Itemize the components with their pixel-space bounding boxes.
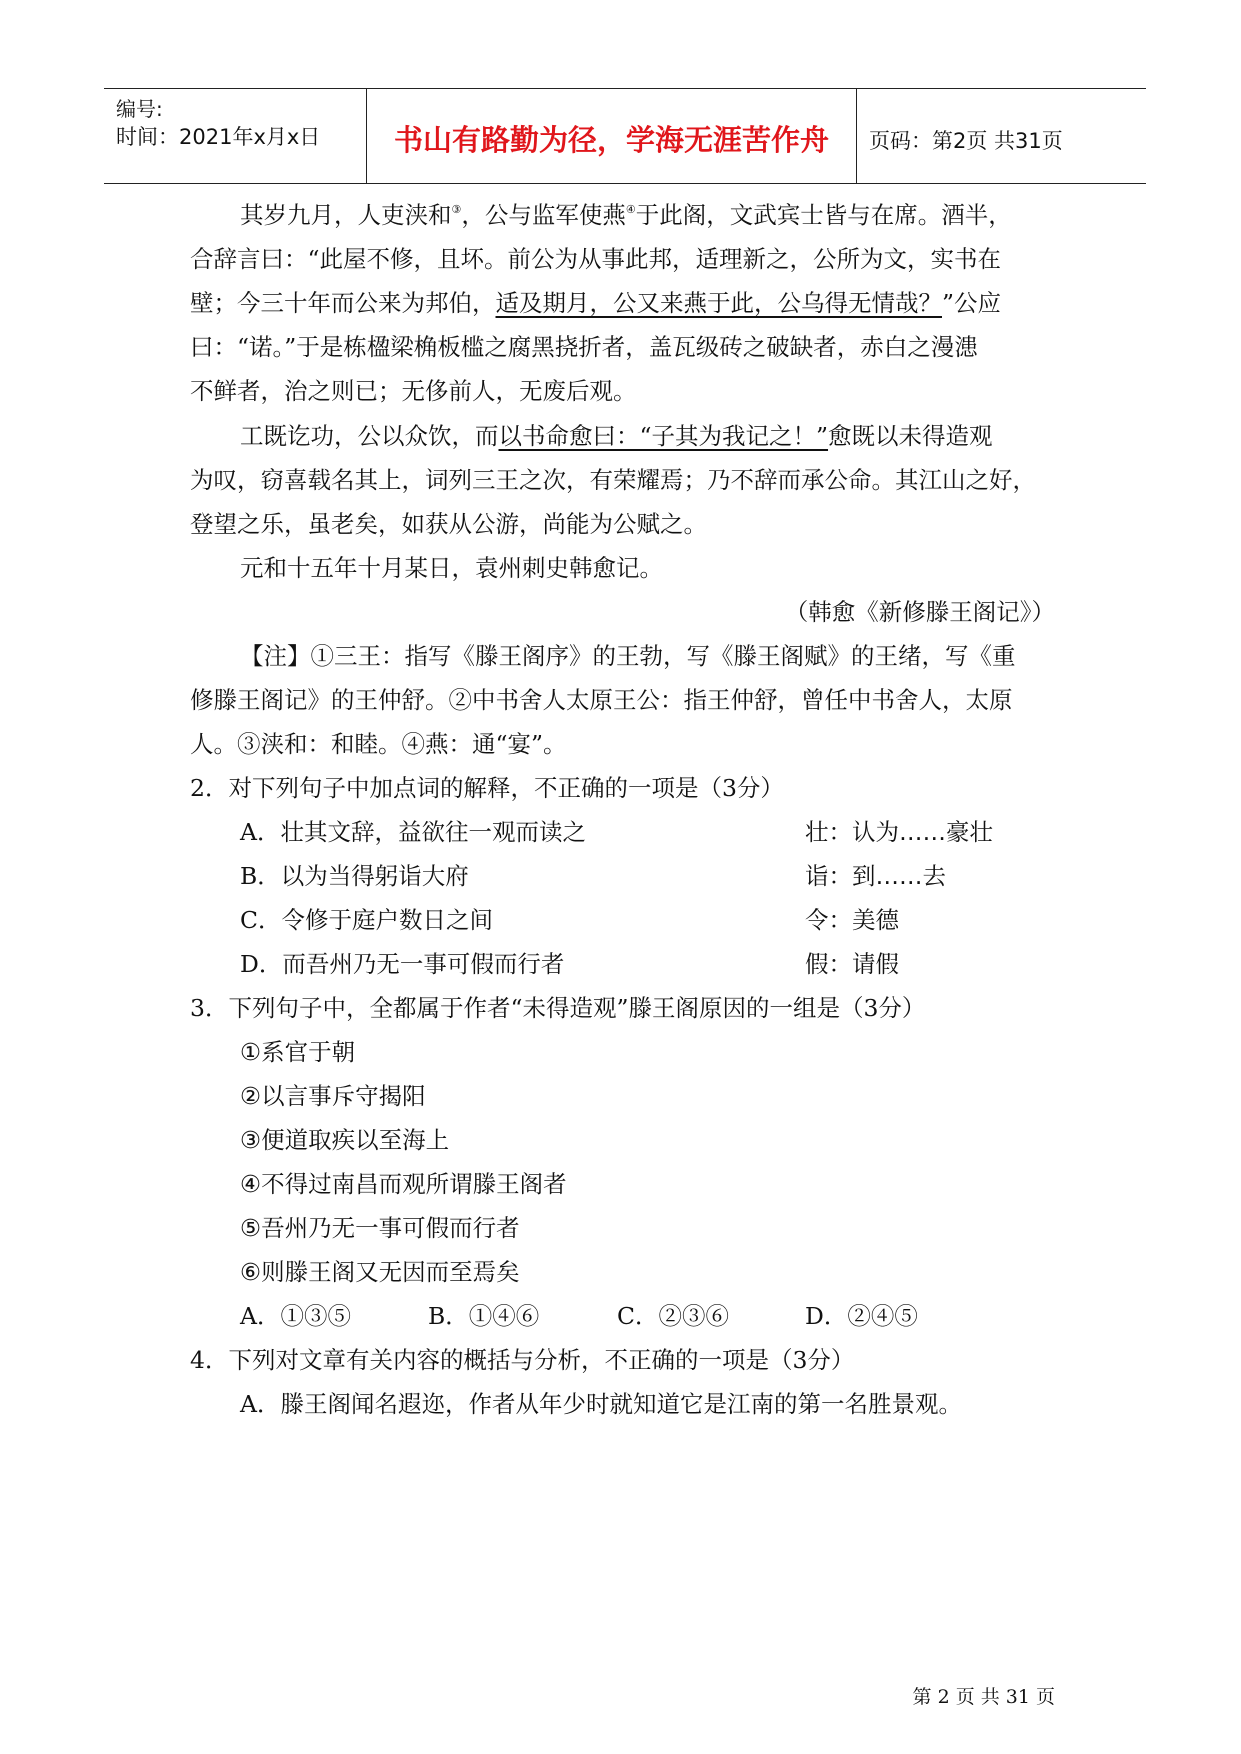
note-line: 人。③浃和：和睦。④燕：通“宴”。 [190,730,567,758]
q3-item: ③便道取疾以至海上 [240,1126,450,1154]
header-page-label: 页码：第2页 共31页 [869,129,1063,153]
q2-option-d-answer: 假：请假 [805,950,899,978]
q2-option-b-answer: 诣：到……去 [805,862,946,890]
q2-option-a: A．壮其文辞，益欲往一观而读之 [240,818,586,846]
header-motto: 书山有路勤为径，学海无涯苦作舟 [393,123,829,157]
document-number-label: 编号: [116,97,163,121]
footnote-marker: ④ [625,203,636,216]
q3-item: ①系官于朝 [240,1038,356,1066]
passage-line: 登望之乐，虽老矣，如获从公游，尚能为公赋之。 [190,510,707,538]
question-2-stem: 2．对下列句子中加点词的解释，不正确的一项是（3分） [190,774,784,802]
q3-choice-c: C．②③⑥ [617,1302,729,1330]
page-footer: 第 2 页 共 31 页 [912,1686,1055,1708]
header-center-cell [367,89,857,183]
passage-line: 其岁九月，人吏浃和③，公与监军使燕④于此阁，文武宾士皆与在席。酒半， [240,201,1012,229]
q3-item: ②以言事斥守揭阳 [240,1082,426,1110]
question-3-stem: 3．下列句子中，全都属于作者“未得造观”滕王阁原因的一组是（3分） [190,994,926,1022]
q2-option-c-answer: 令：美德 [805,906,899,934]
q4-option-a: A．滕王阁闻名遐迩，作者从年少时就知道它是江南的第一名胜景观。 [240,1390,962,1418]
underlined-sentence: 适及期月，公又来燕于此，公乌得无情哉？ [495,289,942,317]
page-header [104,88,1146,184]
q2-option-c: C．令修于庭户数日之间 [240,906,493,934]
q3-item: ⑤吾州乃无一事可假而行者 [240,1214,520,1242]
question-4-stem: 4．下列对文章有关内容的概括与分析，不正确的一项是（3分） [190,1346,855,1374]
header-left-cell [104,89,367,183]
passage-line: 曰：“诺。”于是栋楹梁桷板槛之腐黑挠折者，盖瓦级砖之破缺者，赤白之漫漶 [190,333,978,361]
q2-option-b: B．以为当得躬诣大府 [240,862,469,890]
passage-line: 元和十五年十月某日，袁州刺史韩愈记。 [240,554,663,582]
document-time-label: 时间：2021年x月x日 [116,125,321,149]
passage-line: 工既讫功，公以众饮，而以书命愈曰：“子其为我记之！”愈既以未得造观 [240,422,993,450]
footnote-marker: ③ [451,203,462,216]
q3-item: ⑥则滕王阁又无因而至焉矣 [240,1258,520,1286]
passage-line: 合辞言曰：“此屋不修，且坏。前公为从事此邦，适理新之，公所为文，实书在 [190,245,1002,273]
note-line: 【注】①三王：指写《滕王阁序》的王勃，写《滕王阁赋》的王绪，写《重 [240,642,1016,670]
passage-line: 为叹，窃喜载名其上，词列三王之次，有荣耀焉；乃不辞而承公命。其江山之好， [190,466,1036,494]
q3-item: ④不得过南昌而观所谓滕王阁者 [240,1170,567,1198]
underlined-sentence: 以书命愈曰：“子其为我记之！” [498,422,829,450]
q3-choice-b: B．①④⑥ [428,1302,540,1330]
q3-choice-d: D．②④⑤ [805,1302,918,1330]
q3-choice-a: A．①③⑤ [240,1302,351,1330]
q2-option-d: D．而吾州乃无一事可假而行者 [240,950,565,978]
passage-line: 壁；今三十年而公来为邦伯，适及期月，公又来燕于此，公乌得无情哉？”公应 [190,289,1002,317]
note-line: 修滕王阁记》的王仲舒。②中书舍人太原王公：指王仲舒，曾任中书舍人，太原 [190,686,1013,714]
header-right-cell [857,89,1146,183]
q2-option-a-answer: 壮：认为……豪壮 [805,818,993,846]
passage-line: 不鲜者，治之则已；无侈前人，无废后观。 [190,377,637,405]
passage-source: （韩愈《新修滕王阁记》） [784,598,1055,626]
